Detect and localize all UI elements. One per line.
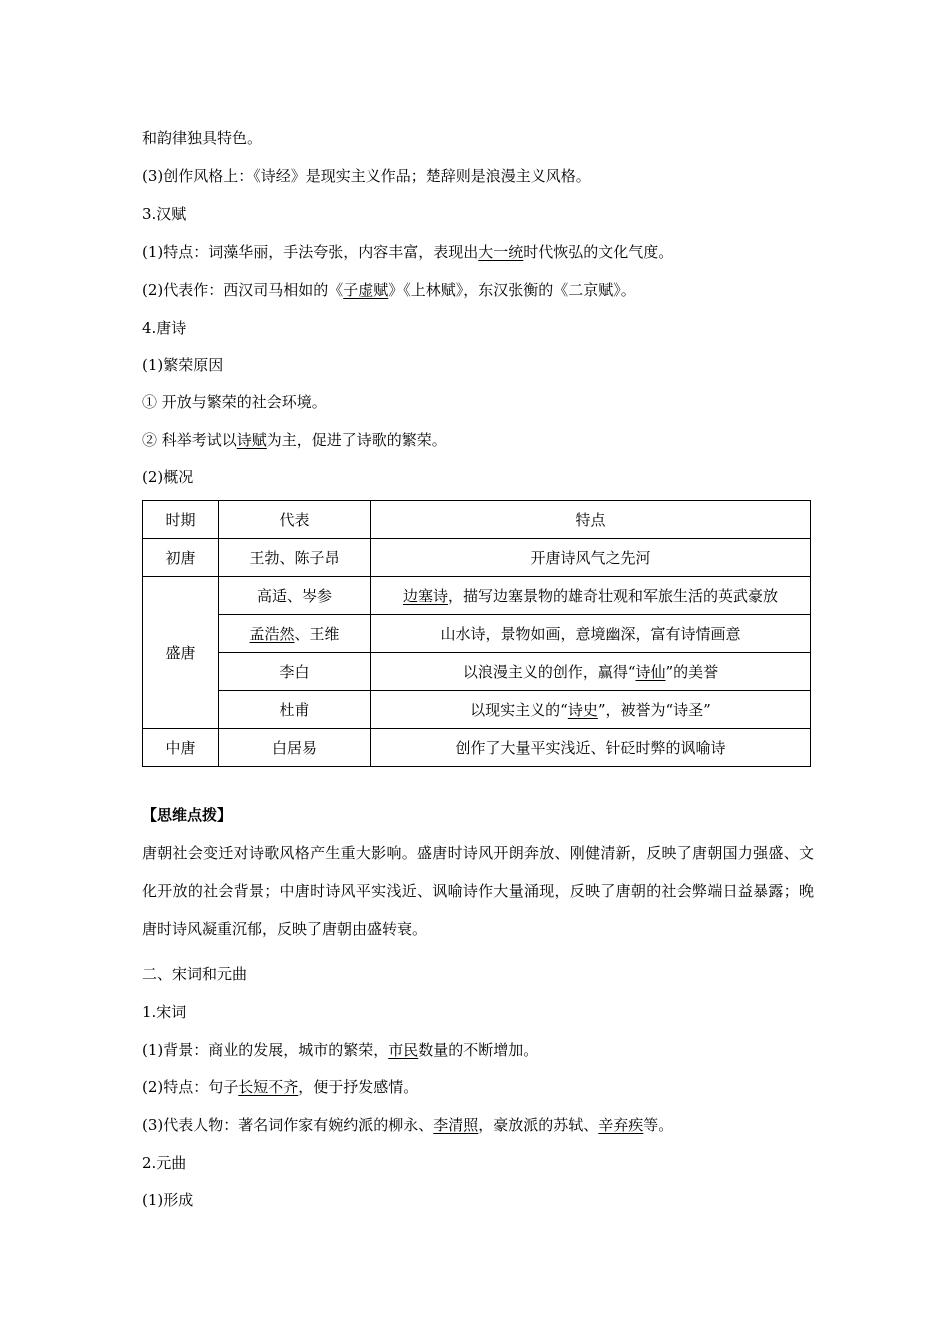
text: (3)代表人物：著名词作家有婉约派的柳永、 [142, 1116, 434, 1134]
underlined-keyword: 诗史 [567, 700, 598, 719]
feature-cell [371, 691, 811, 729]
rep-cell: 王勃、陈子昂 [219, 539, 371, 577]
feature-cell [371, 577, 811, 615]
section-heading: 4.唐诗 [142, 319, 187, 337]
text: 、王维 [294, 624, 340, 643]
text-line [142, 242, 673, 262]
underlined-keyword: 辛弃疾 [598, 1116, 644, 1134]
underlined-keyword: 市民 [388, 1041, 419, 1059]
underlined-keyword: 子虚赋 [343, 281, 389, 299]
table-row [143, 653, 811, 691]
text-line [142, 1040, 538, 1060]
text: 数量的不断增加。 [418, 1041, 539, 1059]
text: (1)背景：商业的发展，城市的繁荣， [142, 1041, 389, 1059]
header-cell: 时期 [143, 501, 219, 539]
rep-cell: 白居易 [219, 729, 371, 767]
feature-cell: 创作了大量平实浅近、针砭时弊的讽喻诗 [371, 729, 811, 767]
text: (2)代表作：西汉司马相如的《 [142, 281, 344, 299]
rep-cell: 杜甫 [219, 691, 371, 729]
think-paragraph: 唐朝社会变迁对诗歌风格产生重大影响。盛唐时诗风开朗奔放、刚健清新，反映了唐朝国力强盛、文化开放的社会背景；中唐时诗风平实浅近、讽喻诗作大量涌现，反映了唐朝的社会弊端日益暴露；晚唐时诗风凝重沉郁，反映了唐朝由盛转衰。 [142, 844, 814, 938]
rep-cell: 高适、岑参 [219, 577, 371, 615]
text: (2)特点：句子 [142, 1078, 239, 1096]
text: 以浪漫主义的创作，赢得“ [462, 662, 636, 681]
text: 以现实主义的“ [470, 700, 568, 719]
text-line: 和韵律独具特色。 [142, 129, 263, 147]
text-line: (3)创作风格上：《诗经》是现实主义作品；楚辞则是浪漫主义风格。 [142, 167, 591, 185]
text: (1)特点：词藻华丽，手法夸张，内容丰富，表现出 [142, 243, 479, 261]
underlined-keyword: 孟浩然 [249, 624, 295, 643]
header-cell: 特点 [371, 501, 811, 539]
text-line: (1)形成 [142, 1191, 194, 1209]
period-cell: 盛唐 [143, 577, 219, 729]
text-line [142, 1115, 673, 1135]
feature-cell [371, 653, 811, 691]
feature-cell: 山水诗，景物如画，意境幽深，富有诗情画意 [371, 615, 811, 653]
period-cell: 初唐 [143, 539, 219, 577]
text-line [142, 430, 447, 450]
think-title: 【思维点拨】 [142, 806, 233, 824]
text: ，描写边塞景物的雄奇壮观和军旅生活的英武豪放 [448, 586, 779, 605]
period-cell: 中唐 [143, 729, 219, 767]
text: 》《上林赋》，东汉张衡的《二京赋》。 [388, 281, 636, 299]
table-row [143, 691, 811, 729]
table-row [143, 577, 811, 615]
rep-cell [219, 615, 371, 653]
table-header-row [143, 501, 811, 539]
underlined-keyword: 李清照 [433, 1116, 479, 1134]
underlined-keyword: 大一统 [478, 243, 524, 261]
text: 为主，促进了诗歌的繁荣。 [266, 431, 447, 449]
table-row [143, 615, 811, 653]
section-heading: 3.汉赋 [142, 205, 187, 223]
rep-cell: 李白 [219, 653, 371, 691]
table-row [143, 539, 811, 577]
text-line: ① 开放与繁荣的社会环境。 [142, 393, 327, 411]
text-line: (1)繁荣原因 [142, 356, 224, 374]
header-cell: 代表 [219, 501, 371, 539]
text: ”的美誉 [665, 662, 719, 681]
text: 时代恢弘的文化气度。 [523, 243, 674, 261]
underlined-keyword: 长短不齐 [238, 1078, 299, 1096]
text-line: (2)概况 [142, 468, 194, 486]
section-heading: 2.元曲 [142, 1154, 187, 1172]
tang-poetry-table [142, 500, 811, 767]
text: ② 科举考试以 [142, 431, 237, 449]
section-heading: 1.宋词 [142, 1003, 187, 1021]
text: ”，被誉为“诗圣” [597, 700, 711, 719]
underlined-keyword: 边塞诗 [402, 586, 448, 605]
section-heading: 二、宋词和元曲 [142, 965, 248, 983]
underlined-keyword: 诗赋 [236, 431, 267, 449]
text-line [142, 280, 636, 300]
underlined-keyword: 诗仙 [635, 662, 666, 681]
text: 等。 [643, 1116, 674, 1134]
text: ，豪放派的苏轼、 [478, 1116, 599, 1134]
table-row [143, 729, 811, 767]
text: ，便于抒发感情。 [298, 1078, 419, 1096]
feature-cell: 开唐诗风气之先河 [371, 539, 811, 577]
text-line [142, 1077, 418, 1097]
